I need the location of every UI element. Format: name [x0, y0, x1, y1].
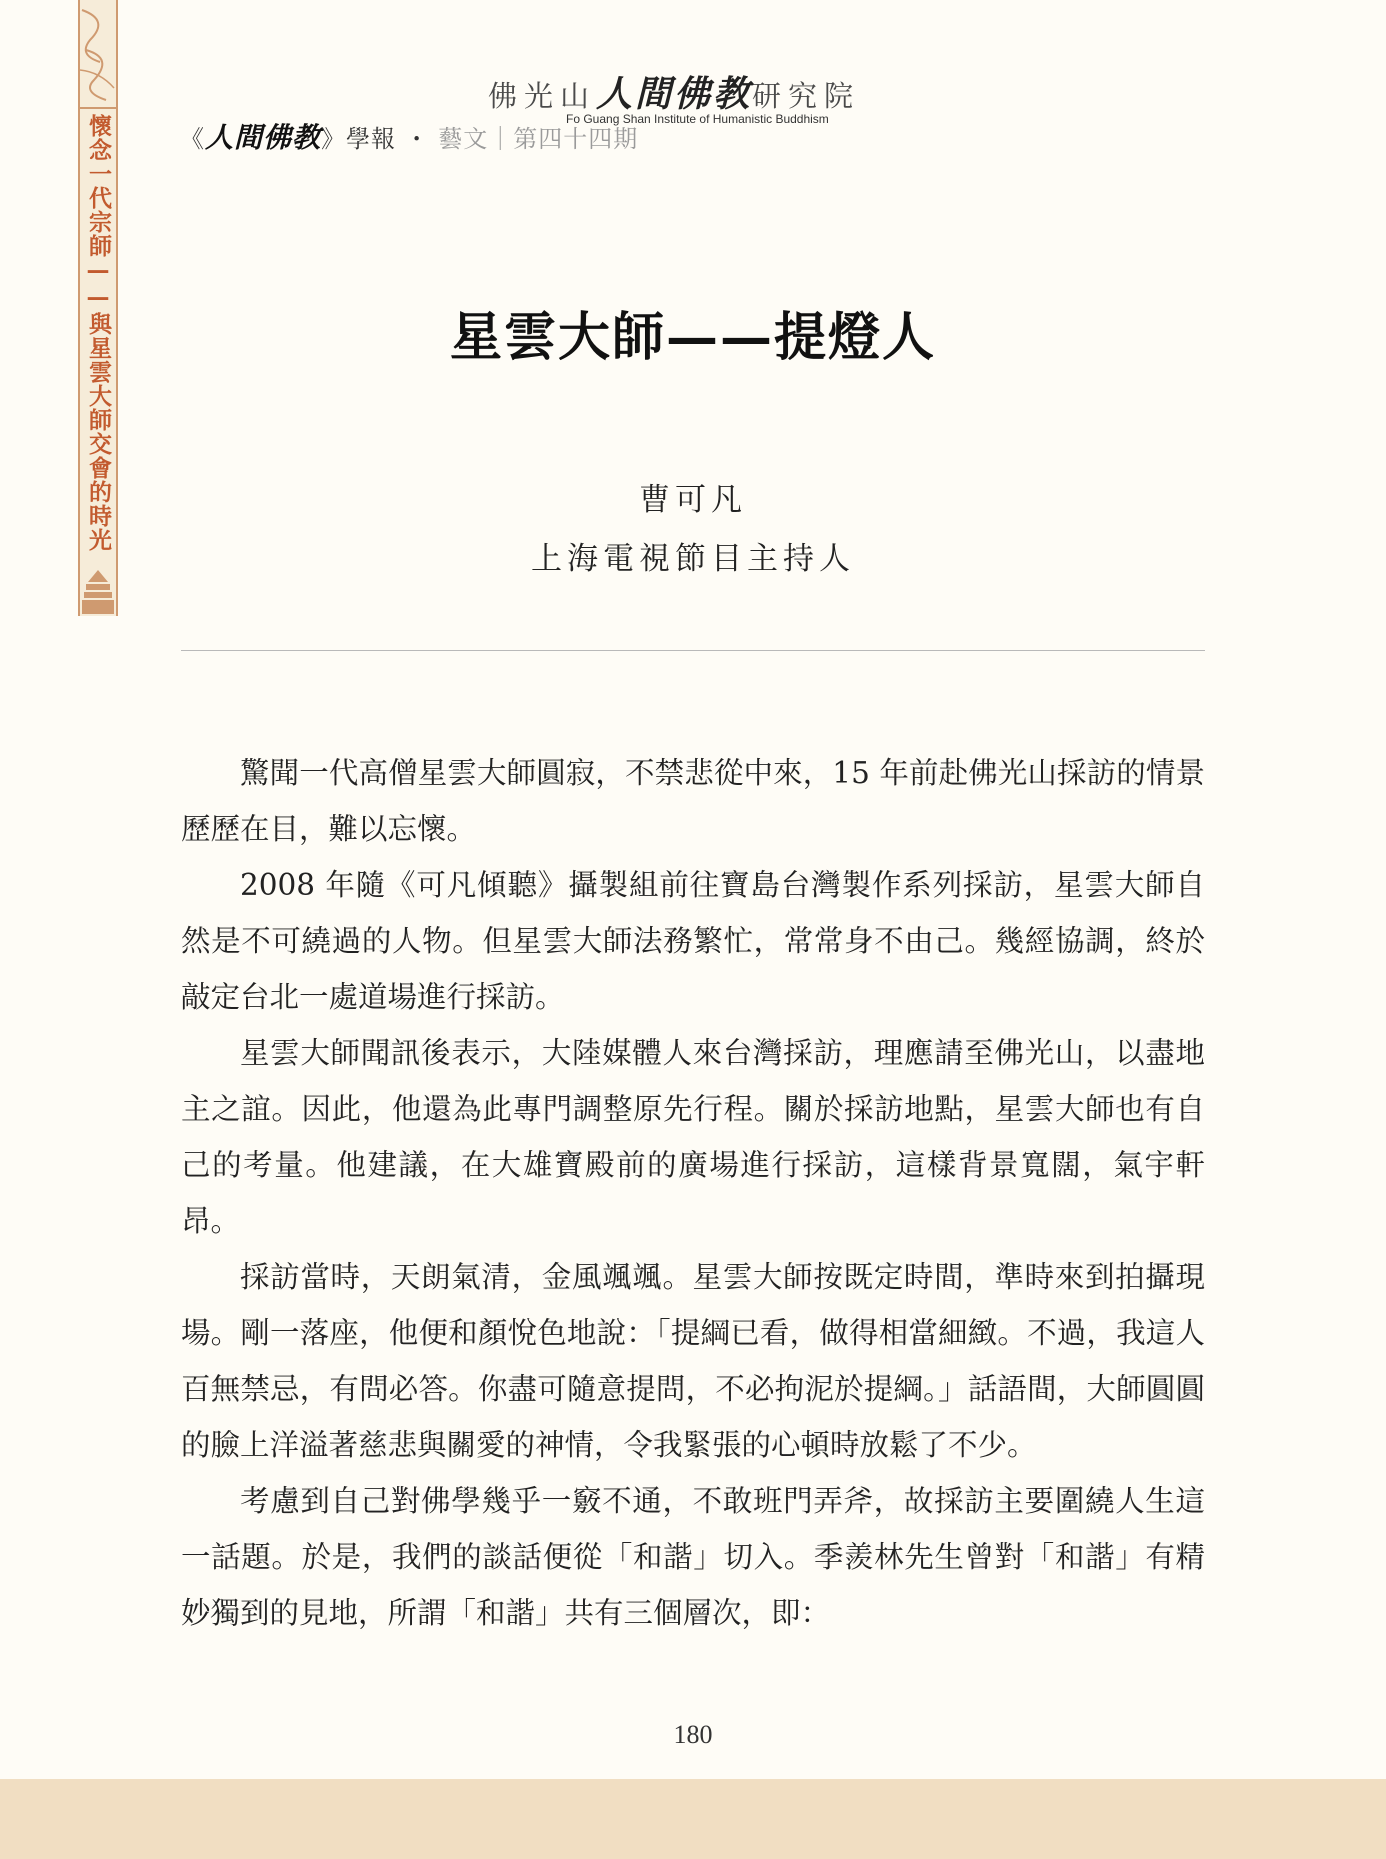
journal-section: 藝文｜第四十四期	[438, 125, 639, 153]
wave-ornament-icon	[80, 0, 116, 110]
institute-calligraphy-logo: 人間佛教	[596, 74, 753, 115]
author-role: 上海電視節目主持人	[531, 541, 855, 577]
footer-band	[0, 1779, 1386, 1859]
divider	[181, 650, 1205, 651]
journal-close: 》學報	[321, 125, 397, 153]
journal-calligraphy-logo: 人間佛教	[205, 121, 322, 154]
page-number: 180	[673, 1720, 713, 1749]
paragraph: 驚聞一代高僧星雲大師圓寂，不禁悲從中來，15 年前赴佛光山採訪的情景歷歷在目，難以忘懷。	[181, 756, 1205, 846]
institute-prefix: 佛光山	[488, 79, 597, 113]
journal-dot: ・	[404, 125, 430, 153]
journal-open: 《	[180, 125, 205, 153]
institute-header	[488, 66, 860, 117]
paragraph: 考慮到自己對佛學幾乎一竅不通，不敢班門弄斧，故採訪主要圍繞人生這一話題。於是，我們的談話便從「和諧」切入。季羨林先生曾對「和諧」有精妙獨到的見地，所謂「和諧」共有三個層次，即：	[181, 1484, 1205, 1630]
author-name: 曹可凡	[639, 482, 747, 518]
paragraph: 星雲大師聞訊後表示，大陸媒體人來台灣採訪，理應請至佛光山，以盡地主之誼。因此，他還為此專門調整原先行程。關於採訪地點，星雲大師也有自己的考量。他建議，在大雄寶殿前的廣場進行採訪，這樣背景寬闊，氣宇軒昂。	[181, 1036, 1205, 1238]
paragraph: 2008 年隨《可凡傾聽》攝製組前往寶島台灣製作系列採訪，星雲大師自然是不可繞過的人物。但星雲大師法務繁忙，常常身不由己。幾經協調，終於敲定台北一處道場進行採訪。	[181, 868, 1205, 1014]
article-body	[181, 745, 1205, 1641]
article-title: 星雲大師——提燈人	[449, 307, 936, 368]
paragraph: 採訪當時，天朗氣清，金風颯颯。星雲大師按既定時間，準時來到拍攝現場。剛一落座，他便和顏悅色地說：「提綱已看，做得相當細緻。不過，我這人百無禁忌，有問必答。你盡可隨意提問，不必拘泥於提綱。」話語間，大師圓圓的臉上洋溢著慈悲與關愛的神情，令我緊張的心頓時放鬆了不少。	[181, 1260, 1205, 1462]
journal-header	[180, 116, 638, 156]
institute-suffix: 研究院	[752, 79, 861, 113]
side-tab-title: 懷念一代宗師——與星雲大師交會的時光	[85, 114, 111, 552]
institute-english-name: Fo Guang Shan Institute of Humanistic Buddhism	[566, 112, 829, 126]
